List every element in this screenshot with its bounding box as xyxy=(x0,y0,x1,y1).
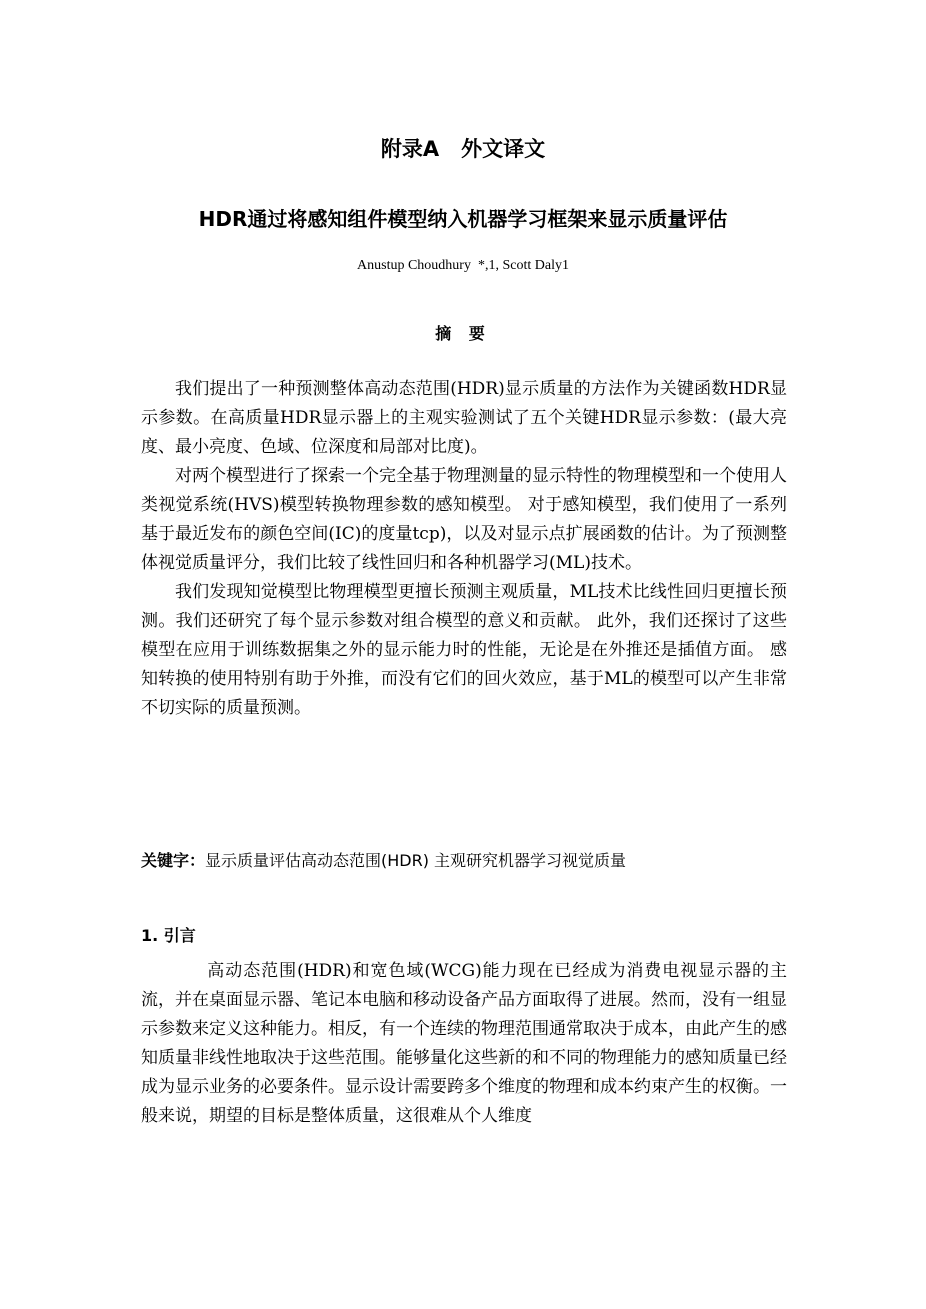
abstract-heading: 摘 要 xyxy=(435,324,491,343)
abstract-body xyxy=(141,375,787,723)
abstract-paragraph-3: 我们发现知觉模型比物理模型更擅长预测主观质量，ML技术比线性回归更擅长预测。我们还研究了每个显示参数对组合模型的意义和贡献。 此外，我们还探讨了这些模型在应用于训练数据集之外的显示能力时的性能，无论是在外推还是插值方面。 感知转换的使用特别有助于外推，而没有它们的回火效应，基于ML的模型可以产生非常不切实际的质量预测。 xyxy=(141,582,787,718)
introduction-body xyxy=(141,957,787,1131)
keywords-line xyxy=(141,846,787,875)
keywords-label: 关键字： xyxy=(141,851,206,870)
section-heading-introduction: 1. 引言 xyxy=(141,926,196,945)
introduction-paragraph: 高动态范围(HDR)和宽色域(WCG)能力现在已经成为消费电视显示器的主流，并在桌面显示器、笔记本电脑和移动设备产品方面取得了进展。然而，没有一组显示参数来定义这种能力。相反，有一个连续的物理范围通常取决于成本，由此产生的感知质量非线性地取决于这些范围。能够量化这些新的和不同的物理能力的感知质量已经成为显示业务的必要条件。显示设计需要跨多个维度的物理和成本约束产生的权衡。一般来说，期望的目标是整体质量，这很难从个人维度 xyxy=(141,961,787,1126)
keywords-text: 显示质量评估高动态范围(HDR) 主观研究机器学习视觉质量 xyxy=(205,851,627,870)
abstract-paragraph-1: 我们提出了一种预测整体高动态范围(HDR)显示质量的方法作为关键函数HDR显示参数。在高质量HDR显示器上的主观实验测试了五个关键HDR显示参数：(最大亮度、最小亮度、色域、位深度和局部对比度)。 xyxy=(141,379,787,457)
paper-title: HDR通过将感知组件模型纳入机器学习框架来显示质量评估 xyxy=(198,207,728,231)
authors-line: Anustup Choudhury *,1, Scott Daly1 xyxy=(357,258,569,273)
abstract-paragraph-2: 对两个模型进行了探索一个完全基于物理测量的显示特性的物理模型和一个使用人类视觉系统(HVS)模型转换物理参数的感知模型。 对于感知模型，我们使用了一系列基于最近发布的颜色空间(IC)的度量tcp)，以及对显示点扩展函数的估计。为了预测整体视觉质量评分，我们比较了线性回归和各种机器学习(ML)技术。 xyxy=(141,466,787,573)
appendix-title: 附录A 外文译文 xyxy=(380,137,546,161)
